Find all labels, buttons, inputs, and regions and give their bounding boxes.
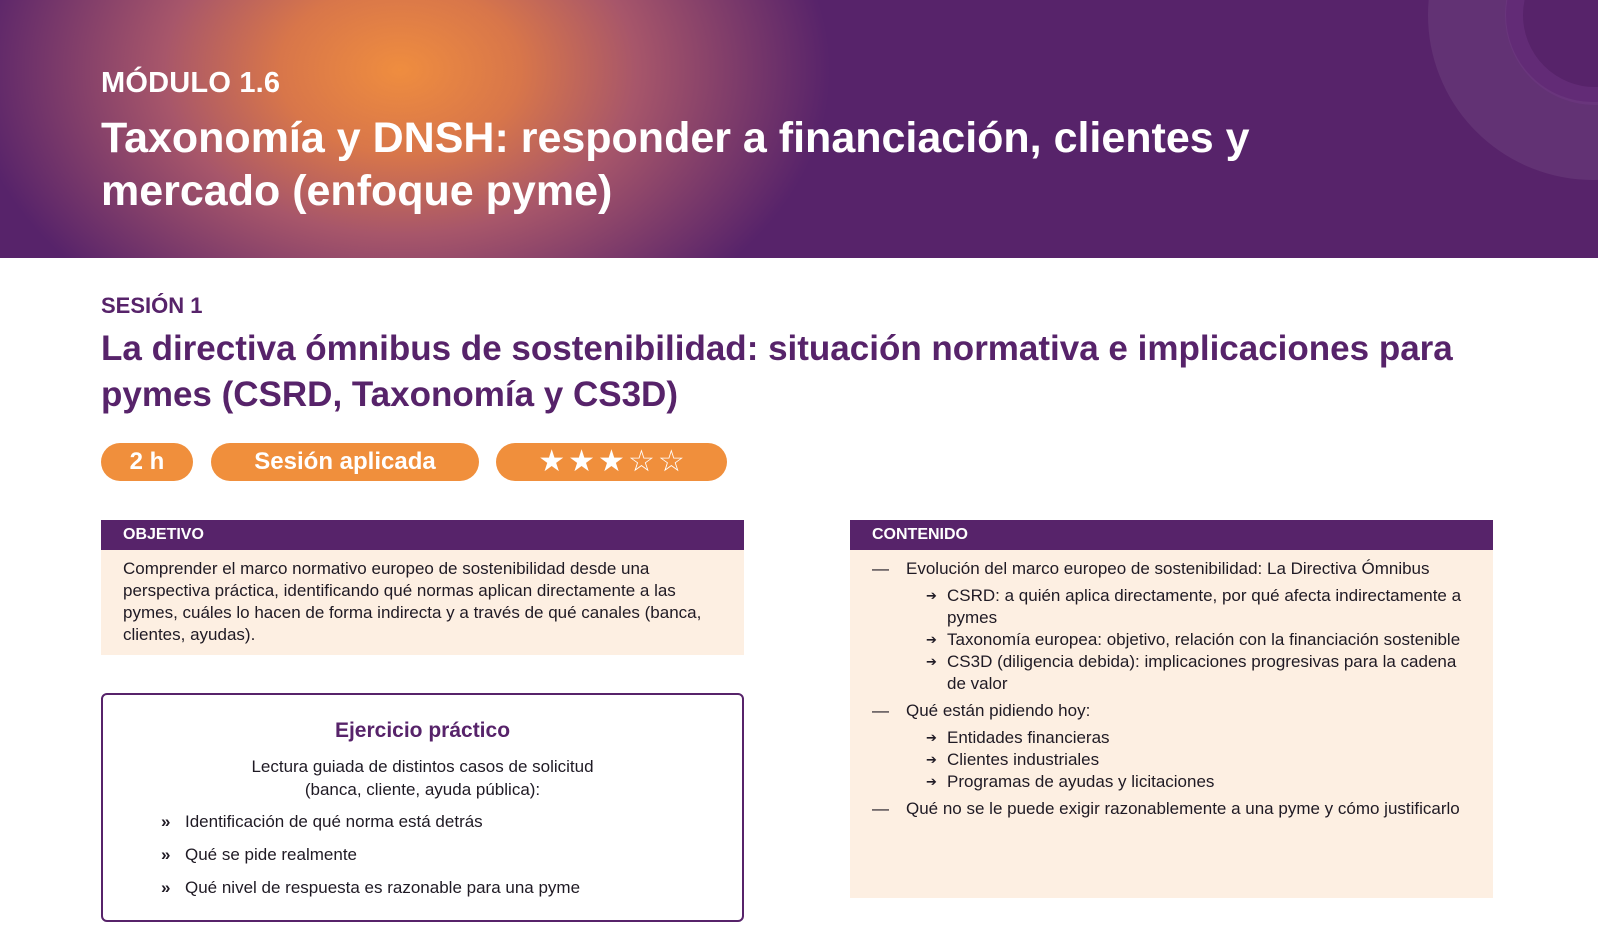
contenido-subitem: [872, 727, 1471, 749]
contenido-subitem: [872, 585, 1471, 629]
module-banner: [0, 0, 1598, 258]
list-item: [161, 844, 580, 877]
contenido-item-text: Qué están pidiendo hoy:: [906, 701, 1091, 720]
ejercicio-practico-box: [101, 693, 744, 922]
contenido-subitem-text: Programas de ayudas y licitaciones: [947, 772, 1215, 791]
star-outline-icon: ☆: [627, 445, 655, 478]
objetivo-text: Comprender el marco normativo europeo de sostenibilidad desde una perspectiva práctica, identificando qué normas aplican directamente a las pymes, cuáles lo hacen de forma indirecta y a través de qué canales (banca, clientes, ayudas).: [123, 559, 702, 644]
dash-marker: —: [872, 701, 889, 720]
bullet-marker: »: [161, 845, 171, 864]
contenido-subitem-text: Clientes industriales: [947, 750, 1100, 769]
star-filled-icon: ★: [538, 445, 566, 478]
arrow-right-icon: ➔: [926, 730, 937, 745]
contenido-item-text: Evolución del marco europeo de sostenibilidad: La Directiva Ómnibus: [906, 559, 1430, 578]
arrow-right-icon: ➔: [926, 752, 937, 767]
contenido-item-text: Qué no se le puede exigir razonablemente a una pyme y cómo justificarlo: [906, 799, 1460, 818]
contenido-subitem-text: Taxonomía europea: objetivo, relación con la financiación sostenible: [947, 630, 1461, 649]
arrow-right-icon: ➔: [926, 632, 937, 647]
ejercicio-title: Ejercicio práctico: [334, 719, 511, 742]
duration-badge: 2 h: [101, 443, 193, 481]
ejercicio-intro-line: Lectura guiada de distintos casos de solicitud: [251, 757, 594, 776]
contenido-item: [872, 798, 1471, 820]
objetivo-heading: OBJETIVO: [101, 520, 744, 550]
ejercicio-list: [161, 811, 580, 910]
dash-marker: —: [872, 559, 889, 578]
contenido-subitem: [872, 651, 1471, 695]
arrow-right-icon: ➔: [926, 588, 937, 603]
arrow-right-icon: ➔: [926, 654, 937, 669]
module-title: Taxonomía y DNSH: responder a financiación, clientes y mercado (enfoque pyme): [101, 114, 1250, 215]
contenido-subitem-text: CSRD: a quién aplica directamente, por qué afecta indirectamente a pymes: [947, 586, 1462, 627]
difficulty-rating-badge: [496, 443, 727, 481]
contenido-item: [872, 700, 1471, 722]
arrow-right-icon: ➔: [926, 774, 937, 789]
star-filled-icon: ★: [598, 445, 625, 478]
dash-marker: —: [872, 799, 889, 818]
contenido-heading: CONTENIDO: [850, 520, 1493, 550]
list-item-text: Identificación de qué norma está detrás: [185, 812, 483, 831]
star-filled-icon: ★: [568, 445, 596, 478]
list-item: [161, 811, 580, 844]
objetivo-panel: [101, 550, 744, 655]
list-item-text: Qué se pide realmente: [185, 845, 357, 864]
bullet-marker: »: [161, 878, 171, 897]
module-label: MÓDULO 1.6: [101, 67, 281, 99]
contenido-subitem-text: CS3D (diligencia debida): implicaciones progresivas para la cadena de valor: [947, 652, 1457, 693]
ejercicio-intro-line: (banca, cliente, ayuda pública):: [304, 780, 541, 799]
contenido-subitem-text: Entidades financieras: [947, 728, 1110, 747]
contenido-subitem: [872, 629, 1471, 651]
contenido-panel: [850, 550, 1493, 898]
list-item-text: Qué nivel de respuesta es razonable para una pyme: [185, 878, 581, 897]
session-label: SESIÓN 1: [101, 293, 203, 318]
contenido-item: [872, 558, 1471, 580]
session-title: La directiva ómnibus de sostenibilidad: situación normativa e implicaciones para pymes (CSRD, Taxonomía y CS3D): [101, 329, 1453, 414]
contenido-subitem: [872, 771, 1471, 793]
contenido-subitem: [872, 749, 1471, 771]
ejercicio-intro: [103, 755, 742, 801]
session-type-badge: Sesión aplicada: [211, 443, 479, 481]
bullet-marker: »: [161, 812, 171, 831]
list-item: [161, 877, 580, 910]
star-outline-icon: ☆: [657, 445, 685, 478]
